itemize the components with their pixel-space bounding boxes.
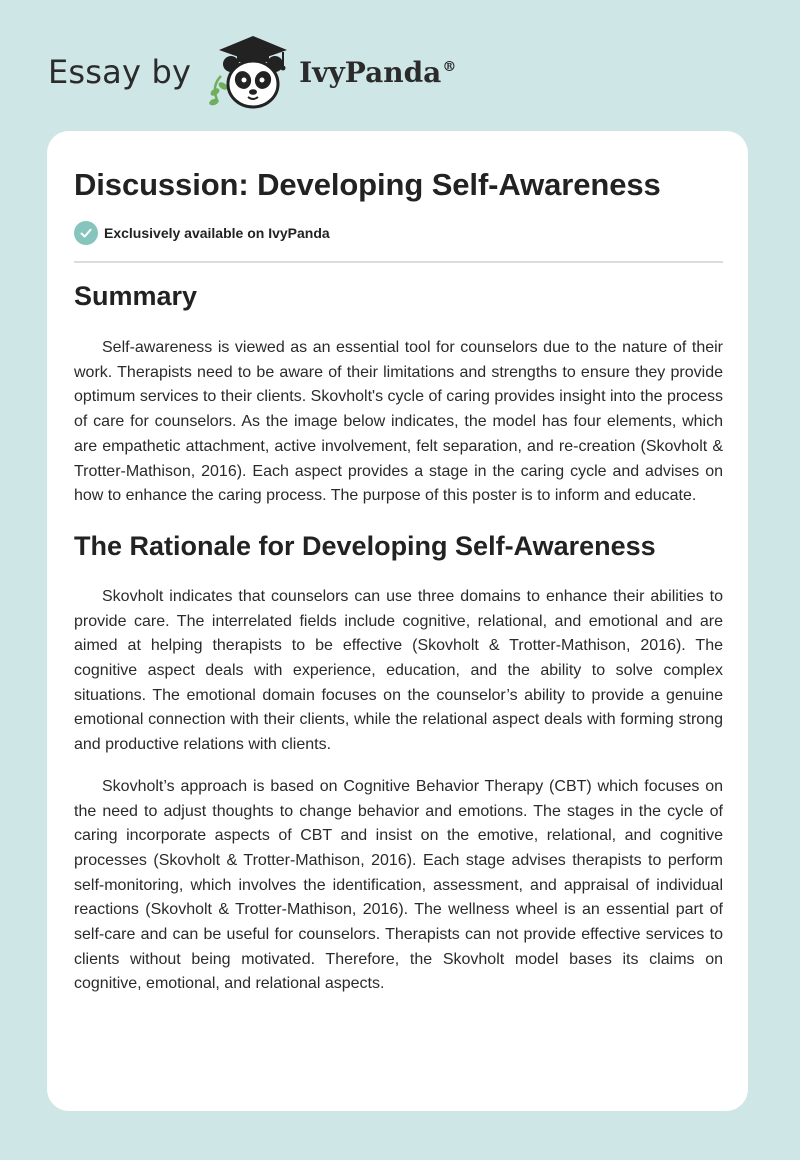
paragraph: Self-awareness is viewed as an essential tool for counselors due to the nature of their work. Therapists need to be aware of their limitations and strengths to ensure they provide optimum services to their clients. Skovholt's cycle of caring provides insight into the process of care for counselors. As the image below indicates, the model has four elements, which are empathetic attachment, active involvement, felt separation, and re-creation (Skovholt & Trotter-Mathison, 2016). Each aspect provides a stage in the caring cycle and advises on how to enhance the caring process. The purpose of this poster is to inform and educate. — [74, 339, 723, 505]
paragraph: Skovholt indicates that counselors can use three domains to enhance their abilities to provide care. The interrelated fields include cognitive, relational, and emotional and are aimed at helping therapists to be effective (Skovholt & Trotter-Mathison, 2016). The cognitive aspect deals with experience, education, and the ability to solve complex situations. The emotional domain focuses on the counselor’s ability to provide a genuine emotional connection with their clients, while the relational aspect deals with forming strong and productive relations with clients. — [74, 587, 723, 754]
article-card — [47, 131, 748, 1111]
section-heading-rationale: The Rationale for Developing Self-Awareness — [74, 530, 656, 561]
section-heading-summary: Summary — [74, 281, 198, 311]
check-badge-icon — [74, 221, 98, 245]
exclusive-notice — [74, 221, 330, 245]
article-title: Discussion: Developing Self-Awareness — [74, 167, 661, 202]
brand-header[interactable] — [48, 30, 456, 114]
brand-name: IvyPanda® — [299, 55, 457, 89]
registered-mark: ® — [442, 59, 457, 76]
checkmark-icon — [79, 226, 93, 240]
exclusive-label: Exclusively available on IvyPanda — [104, 225, 330, 241]
brand-prefix: Essay by — [48, 53, 192, 91]
panda-graduation-cap-icon — [205, 30, 295, 114]
article-body — [74, 281, 723, 997]
paragraph: Skovholt’s approach is based on Cognitive Behavior Therapy (CBT) which focuses on the need to adjust thoughts to change behavior and emotions. The stages in the cycle of caring incorporate aspects of CBT and insist on the emotive, relational, and cognitive processes (Skovholt & Trotter-Mathison, 2016). Each stage advises therapists to perform self-monitoring, which involves the identification, assessment, and appraisal of individual reactions (Skovholt & Trotter-Mathison, 2016). The wellness wheel is an essential part of self-care and can be useful for counselors. Therapists can not provide effective services to clients without being motivated. Therefore, the Skovholt model bases its claims on cognitive, emotional, and relational aspects. — [74, 777, 723, 993]
title-divider — [74, 261, 723, 263]
